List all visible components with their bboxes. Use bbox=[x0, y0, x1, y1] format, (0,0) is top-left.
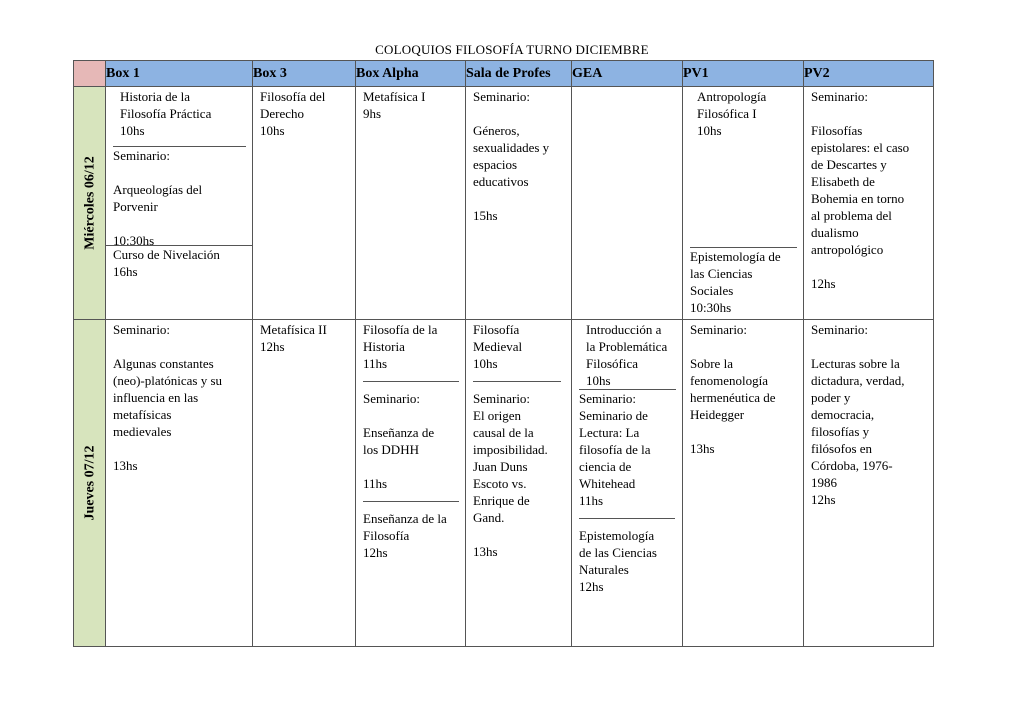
wed-box1-seminario: Seminario: Arqueologías del Porvenir 10:30hs bbox=[106, 147, 252, 246]
cell-thu-box1: Seminario: Algunas constantes (neo)-platónicas y su influencia en las metafísicas medievales 13hs bbox=[106, 320, 253, 647]
day-label-thursday: Jueves 07/12 bbox=[74, 320, 106, 647]
row-thursday bbox=[74, 320, 934, 647]
thu-gea-epistemologia: Epistemología de las Ciencias Naturales 12hs bbox=[579, 528, 657, 594]
cell-wed-gea bbox=[572, 87, 683, 320]
header-box3: Box 3 bbox=[253, 61, 356, 87]
header-pv2: PV2 bbox=[804, 61, 934, 87]
schedule-table bbox=[73, 60, 934, 647]
thu-gea-introduccion: Introducción a la Problemática Filosófica 10hs bbox=[579, 321, 676, 390]
corner-cell bbox=[74, 61, 106, 87]
cell-wed-sala: Seminario: Géneros, sexualidades y espacios educativos 15hs bbox=[466, 87, 572, 320]
cell-wed-box-alpha: Metafísica I 9hs bbox=[356, 87, 466, 320]
header-box-alpha: Box Alpha bbox=[356, 61, 466, 87]
cell-thu-pv1: Seminario: Sobre la fenomenología hermenéutica de Heidegger 13hs bbox=[683, 320, 804, 647]
cell-thu-box-alpha: Filosofía de la Historia 11hs Seminario: Enseñanza de los DDHH 11hs Enseñanza de la Filosofía 12hs bbox=[356, 320, 466, 647]
thu-gea-seminario: Seminario: Seminario de Lectura: La filosofía de la ciencia de Whitehead 11hs bbox=[579, 391, 651, 508]
divider-line bbox=[579, 509, 675, 519]
day-label-wednesday: Miércoles 06/12 bbox=[74, 87, 106, 320]
header-row bbox=[74, 61, 934, 87]
header-sala-de-profes: Sala de Profes bbox=[466, 61, 572, 87]
row-wednesday bbox=[74, 87, 934, 320]
cell-thu-gea bbox=[572, 320, 683, 647]
wed-pv1-epistemologia: Epistemología de las Ciencias Sociales 10:30hs bbox=[690, 249, 781, 315]
wed-pv1-antropologia: Antropología Filosófica I 10hs bbox=[690, 88, 797, 248]
cell-thu-pv2: Seminario: Lecturas sobre la dictadura, verdad, poder y democracia, filosofías y filósofos en Córdoba, 1976- 1986 12hs bbox=[804, 320, 934, 647]
divider-line bbox=[363, 372, 459, 382]
cell-wed-box1 bbox=[106, 87, 253, 320]
header-box1: Box 1 bbox=[106, 61, 253, 87]
header-pv1: PV1 bbox=[683, 61, 804, 87]
cell-thu-sala: Filosofía Medieval 10hs Seminario: El origen causal de la imposibilidad. Juan Duns Escoto vs. Enrique de Gand. 13hs bbox=[466, 320, 572, 647]
cell-wed-pv2: Seminario: Filosofías epistolares: el caso de Descartes y Elisabeth de Bohemia en torno al problema del dualismo antropológico 12hs bbox=[804, 87, 934, 320]
document-title: COLOQUIOS FILOSOFÍA TURNO DICIEMBRE bbox=[375, 42, 649, 57]
wed-box1-historia: Historia de la Filosofía Práctica 10hs bbox=[113, 88, 246, 147]
divider-line bbox=[473, 372, 561, 382]
cell-wed-box3: Filosofía del Derecho 10hs bbox=[253, 87, 356, 320]
cell-wed-pv1 bbox=[683, 87, 804, 320]
divider-line bbox=[363, 492, 459, 502]
cell-thu-box3: Metafísica II 12hs bbox=[253, 320, 356, 647]
wed-box1-nivelacion: Curso de Nivelación 16hs bbox=[113, 247, 220, 279]
header-gea: GEA bbox=[572, 61, 683, 87]
